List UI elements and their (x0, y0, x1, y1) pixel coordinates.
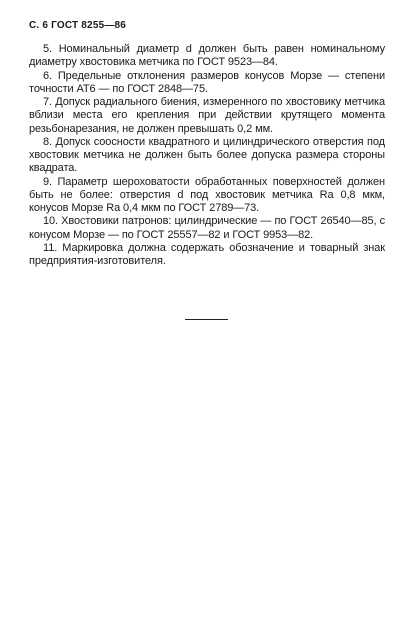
paragraph-11: 11. Маркировка должна содержать обозначение и товарный знак предприятия-изготовителя. (29, 241, 385, 267)
paragraph-5: 5. Номинальный диаметр d должен быть равен номинальному диаметру хвостовика метчика по ГОСТ 9523—84. (29, 43, 385, 69)
paragraph-8: 8. Допуск соосности квадратного и цилиндрического отверстия под хвостовик метчика не должен быть более допуска размера стороны квадрата. (29, 135, 385, 175)
body-text (29, 43, 385, 268)
end-separator-line (185, 319, 228, 320)
paragraph-7: 7. Допуск радиального биения, измеренного по хвостовику метчика вблизи места его крепления при действии крутящего момента резьбонарезания, не должен превышать 0,2 мм. (29, 96, 385, 135)
paragraph-10: 10. Хвостовики патронов: цилиндрические — по ГОСТ 26540—85, с конусом Морзе — по ГОСТ 25557—82 и ГОСТ 9953—82. (29, 215, 385, 241)
paragraph-6: 6. Предельные отклонения размеров конусов Морзе — степени точности АТ6 — по ГОСТ 2848—75. (29, 69, 385, 95)
page-header: С. 6 ГОСТ 8255—86 (29, 20, 127, 31)
paragraph-9: 9. Параметр шероховатости обработанных поверхностей должен быть не более: отверстия d под хвостовик метчика Ra 0,8 мкм, конусов Морзе Ra 0,4 мкм по ГОСТ 2789—73. (29, 175, 385, 214)
